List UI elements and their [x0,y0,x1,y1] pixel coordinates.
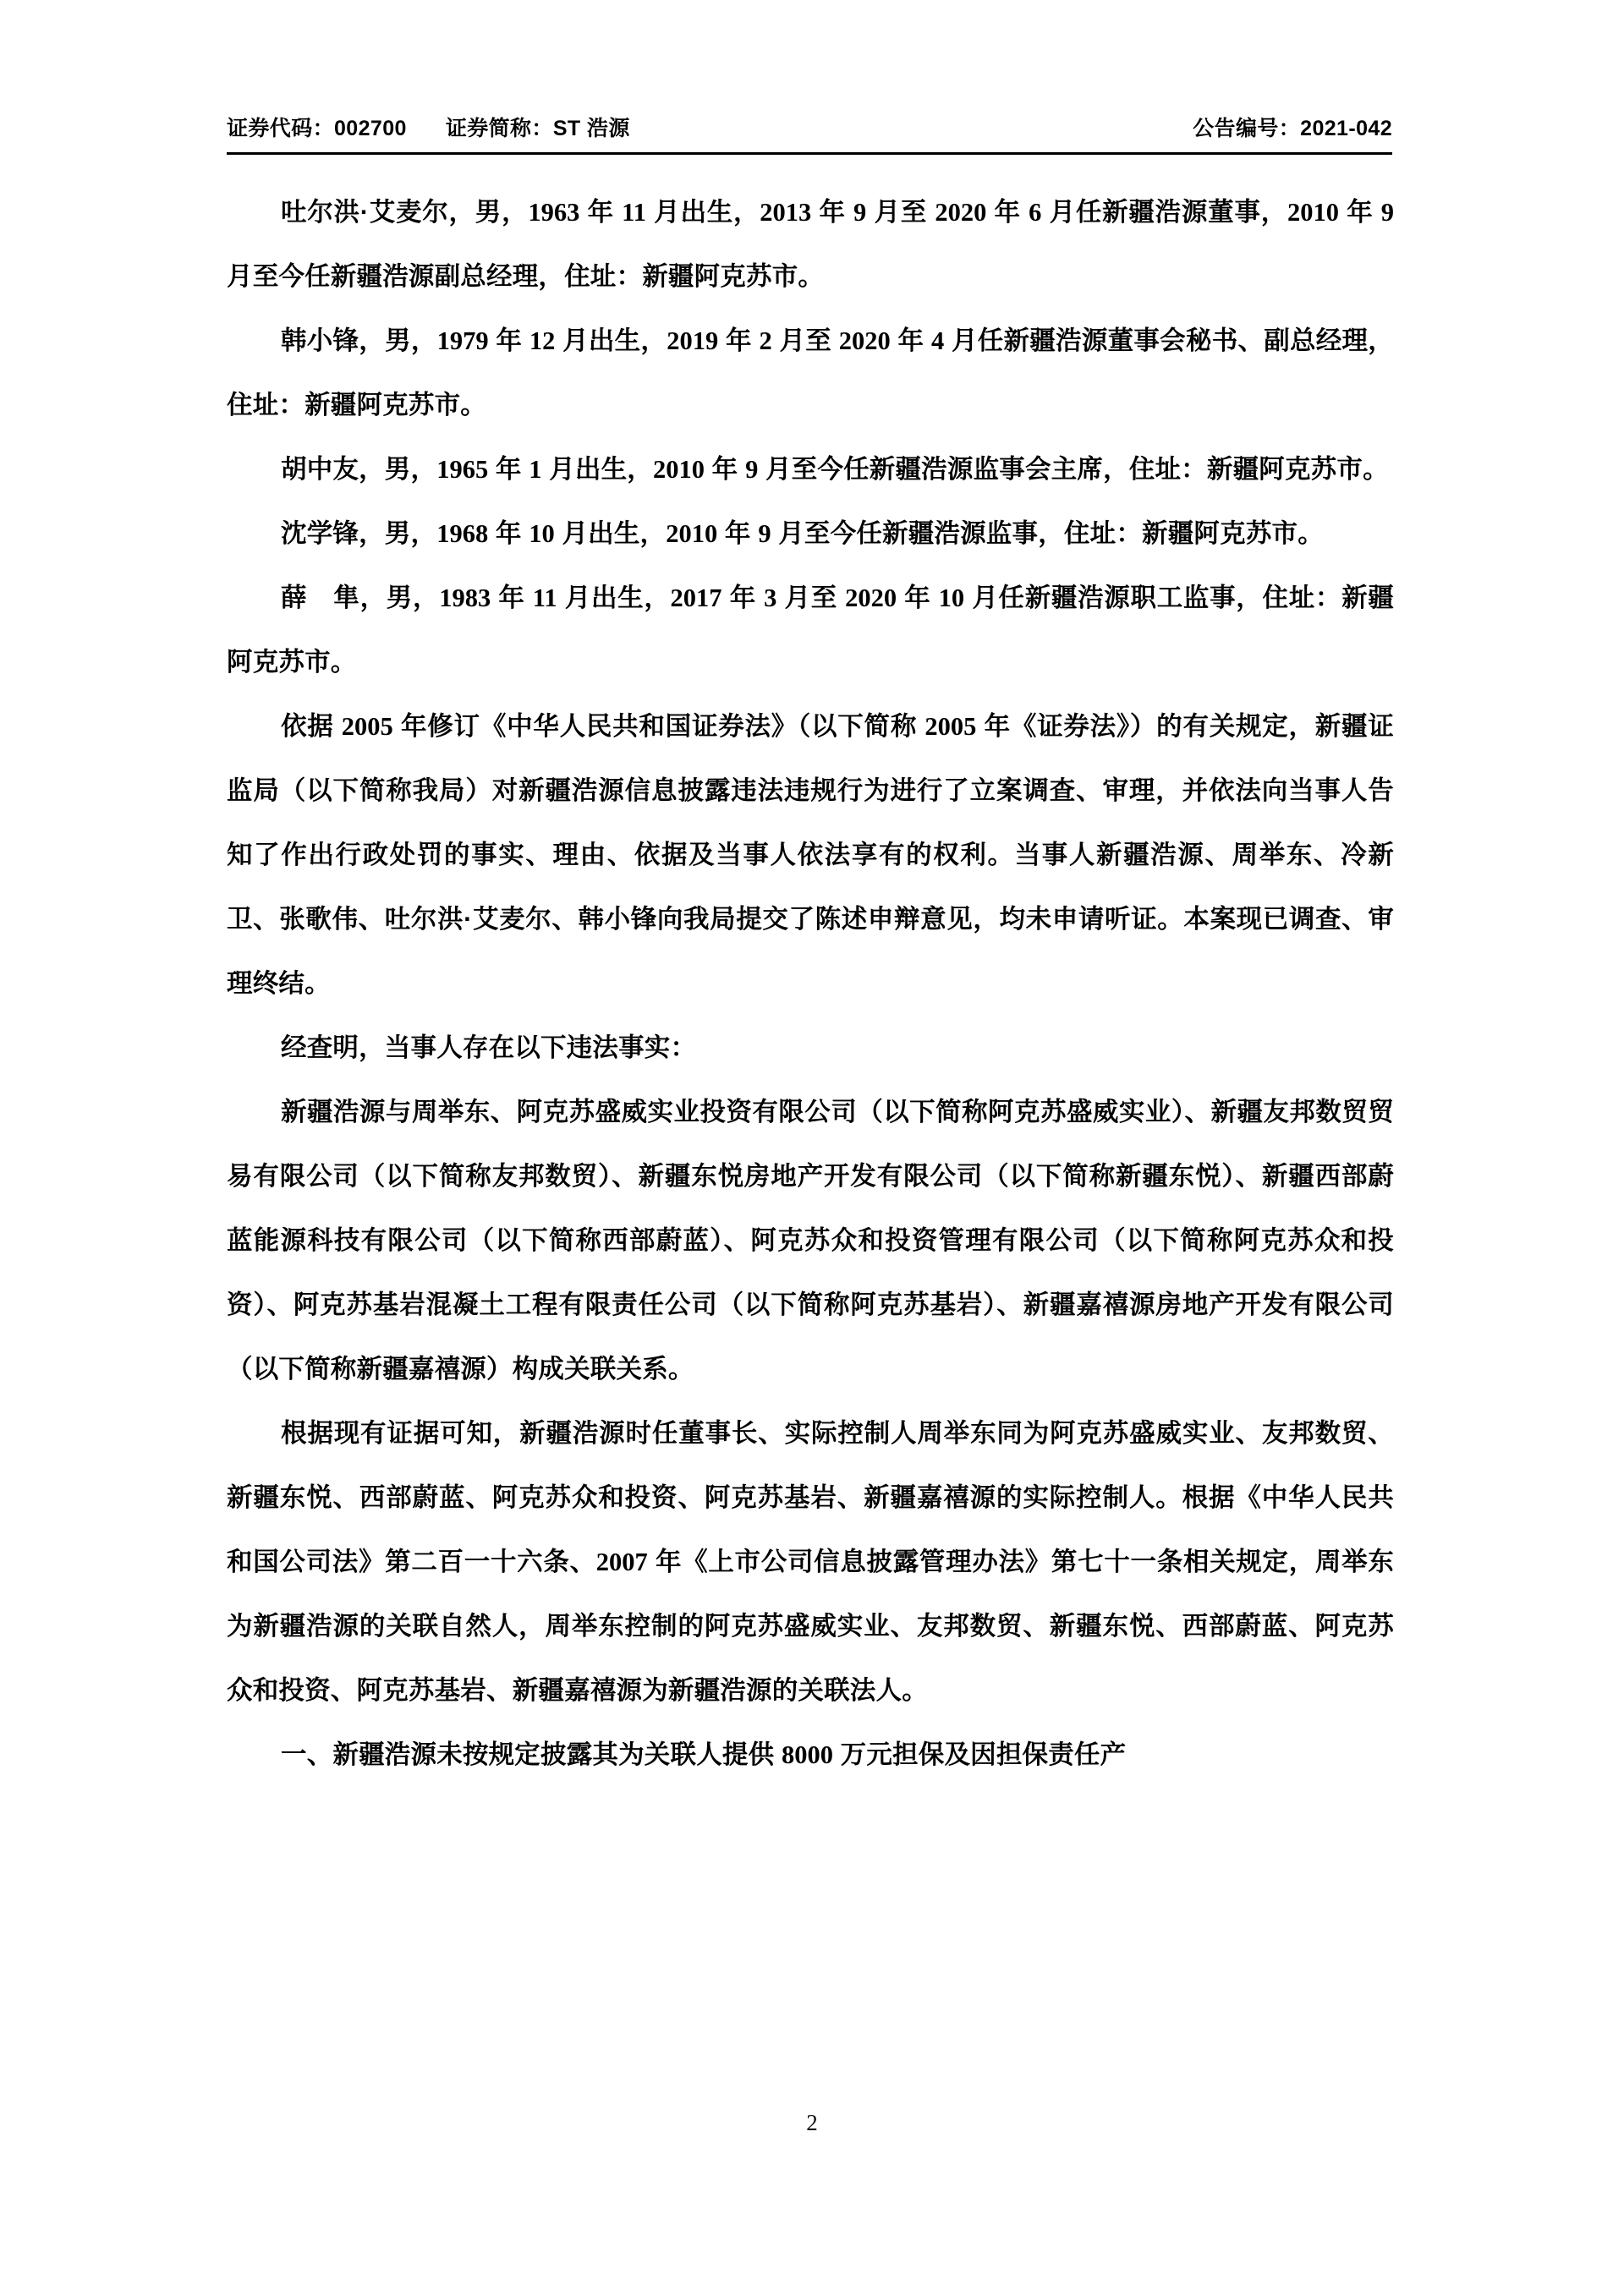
body-paragraph-numbered-item-one: 一、新疆浩源未按规定披露其为关联人提供 8000 万元担保及因担保责任产 [281,1740,1127,1769]
body-paragraph: 薛 隼，男，1983 年 11 月出生，2017 年 3 月至 2020 年 10 月任新疆浩源职工监事，住址：新疆阿克苏市。 [227,584,1394,677]
header-divider-rule [227,152,1392,155]
body-paragraph: 依据 2005 年修订《中华人民共和国证券法》（以下简称 2005 年《证券法》）的有关规定，新疆证监局（以下简称我局）对新疆浩源信息披露违法违规行为进行了立案调查、审理，并依法向当事人告知了作出行政处罚的事实、理由、依据及当事人依法享有的权利。当事人新疆浩源、周举东、冷新卫、张歌伟、吐尔洪·艾麦尔、韩小锋向我局提交了陈述申辩意见，均未申请听证。本案现已调查、审理终结。 [227,712,1395,998]
page-number-footer: 2 [806,2110,818,2135]
body-paragraph: 胡中友，男，1965 年 1 月出生，2010 年 9 月至今任新疆浩源监事会主席，住址：新疆阿克苏市。 [281,455,1389,484]
body-paragraph: 经查明，当事人存在以下违法事实： [281,1033,697,1062]
security-code-label: 证券代码：002700 [227,117,407,140]
body-paragraph: 吐尔洪·艾麦尔，男，1963 年 11 月出生，2013 年 9 月至 2020 年 6 月任新疆浩源董事，2010 年 9 月至今任新疆浩源副总经理，住址：新疆阿克苏市。 [227,198,1394,291]
announcement-number-label: 公告编号：2021-042 [1193,117,1392,140]
body-paragraph: 根据现有证据可知，新疆浩源时任董事长、实际控制人周举东同为阿克苏盛威实业、友邦数贸、新疆东悦、西部蔚蓝、阿克苏众和投资、阿克苏基岩、新疆嘉禧源的实际控制人。根据《中华人民共和国公司法》第二百一十六条、2007 年《上市公司信息披露管理办法》第七十一条相关规定，周举东为新疆浩源的关联自然人，周举东控制的阿克苏盛威实业、友邦数贸、新疆东悦、西部蔚蓝、阿克苏众和投资、阿克苏基岩、新疆嘉禧源为新疆浩源的关联法人。 [227,1419,1394,1705]
document-body [227,180,1394,1787]
page-running-header [227,112,1392,142]
body-paragraph: 韩小锋，男，1979 年 12 月出生，2019 年 2 月至 2020 年 4 月任新疆浩源董事会秘书、副总经理，住址：新疆阿克苏市。 [227,326,1394,419]
body-paragraph: 新疆浩源与周举东、阿克苏盛威实业投资有限公司（以下简称阿克苏盛威实业）、新疆友邦数贸贸易有限公司（以下简称友邦数贸）、新疆东悦房地产开发有限公司（以下简称新疆东悦）、新疆西部蔚蓝能源科技有限公司（以下简称西部蔚蓝）、阿克苏众和投资管理有限公司（以下简称阿克苏众和投资）、阿克苏基岩混凝土工程有限责任公司（以下简称阿克苏基岩）、新疆嘉禧源房地产开发有限公司（以下简称新疆嘉禧源）构成关联关系。 [227,1098,1394,1384]
security-name-label: 证券简称：ST 浩源 [445,117,630,140]
body-paragraph: 沈学锋，男，1968 年 10 月出生，2010 年 9 月至今任新疆浩源监事，住址：新疆阿克苏市。 [281,519,1324,548]
